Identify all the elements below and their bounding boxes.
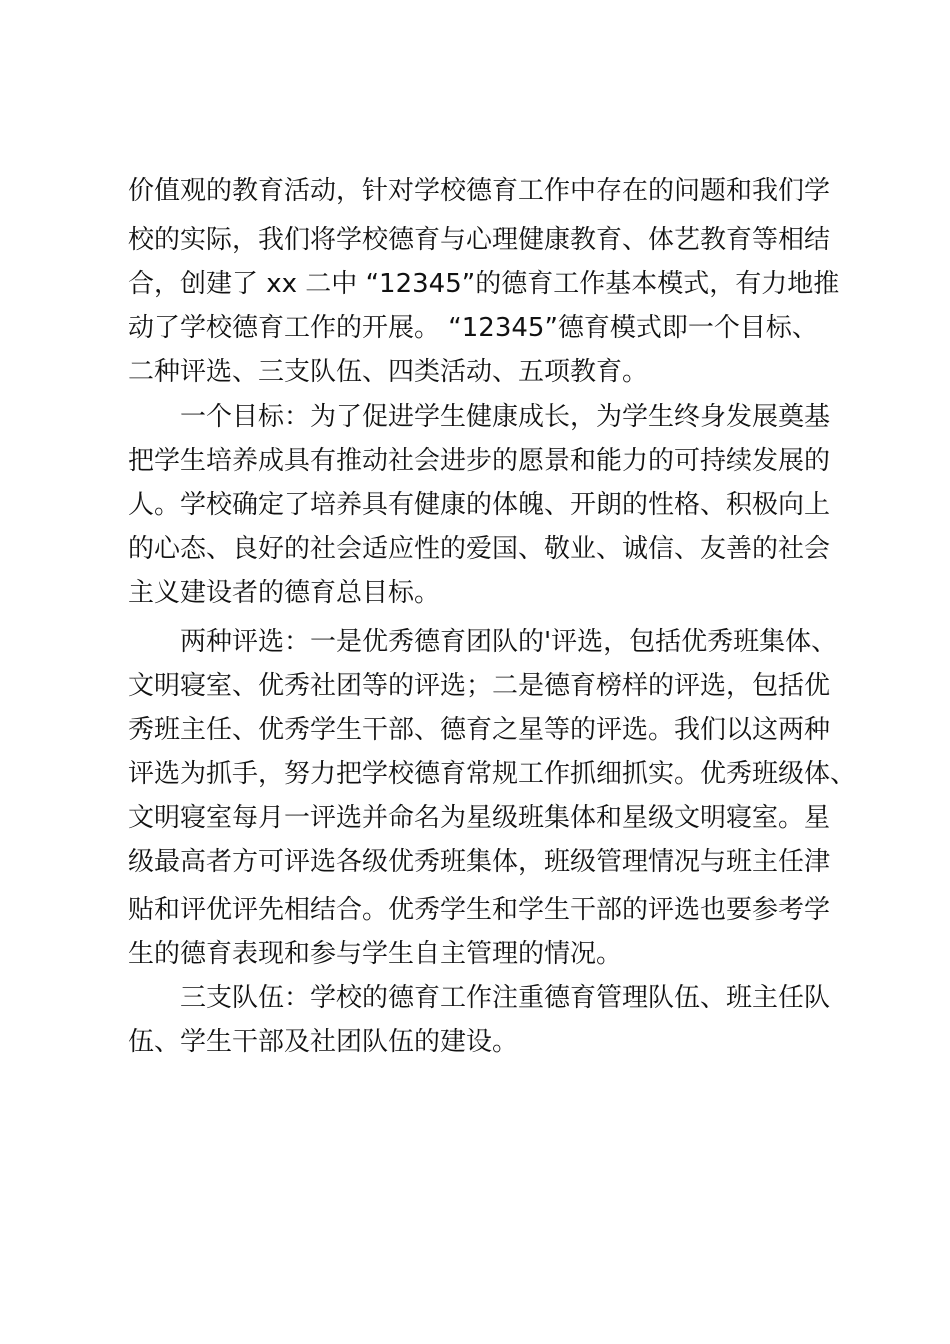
text-line: 级最高者方可评选各级优秀班集体，班级管理情况与班主任津: [128, 847, 831, 877]
paragraph-first-line: 三支队伍：学校的德育工作注重德育管理队伍、班主任队: [180, 983, 831, 1013]
text-line: 贴和评优评先相结合。优秀学生和学生干部的评选也要参考学: [128, 895, 831, 925]
text-line: 生的德育表现和参与学生自主管理的情况。: [128, 939, 623, 969]
paragraph-first-line: 两种评选：一是优秀德育团队的'评选，包括优秀班集体、: [180, 627, 838, 657]
text-line: 文明寝室、优秀社团等的评选；二是德育榜样的评选，包括优: [128, 671, 831, 701]
paragraph-first-line: 一个目标：为了促进学生健康成长，为学生终身发展奠基: [180, 402, 831, 432]
text-line: 合，创建了 xx 二中 “12345”的德育工作基本模式，有力地推: [128, 269, 840, 299]
text-line: 主义建设者的德育总目标。: [128, 578, 441, 608]
text-line: 文明寝室每月一评选并命名为星级班集体和星级文明寝室。星: [128, 803, 831, 833]
text-line: 伍、学生干部及社团队伍的建设。: [128, 1027, 519, 1057]
text-line: 价值观的教育活动，针对学校德育工作中存在的问题和我们学: [128, 176, 831, 206]
text-line: 评选为抓手，努力把学校德育常规工作抓细抓实。优秀班级体、: [128, 759, 857, 789]
text-line: 动了学校德育工作的开展。 “12345”德育模式即一个目标、: [128, 313, 818, 343]
text-line: 把学生培养成具有推动社会进步的愿景和能力的可持续发展的: [128, 446, 831, 476]
text-line: 秀班主任、优秀学生干部、德育之星等的评选。我们以这两种: [128, 715, 831, 745]
text-line: 的心态、良好的社会适应性的爱国、敬业、诚信、友善的社会: [128, 534, 831, 564]
text-line: 人。学校确定了培养具有健康的体魄、开朗的性格、积极向上: [128, 490, 831, 520]
text-line: 校的实际，我们将学校德育与心理健康教育、体艺教育等相结: [128, 225, 831, 255]
text-line: 二种评选、三支队伍、四类活动、五项教育。: [128, 357, 649, 387]
